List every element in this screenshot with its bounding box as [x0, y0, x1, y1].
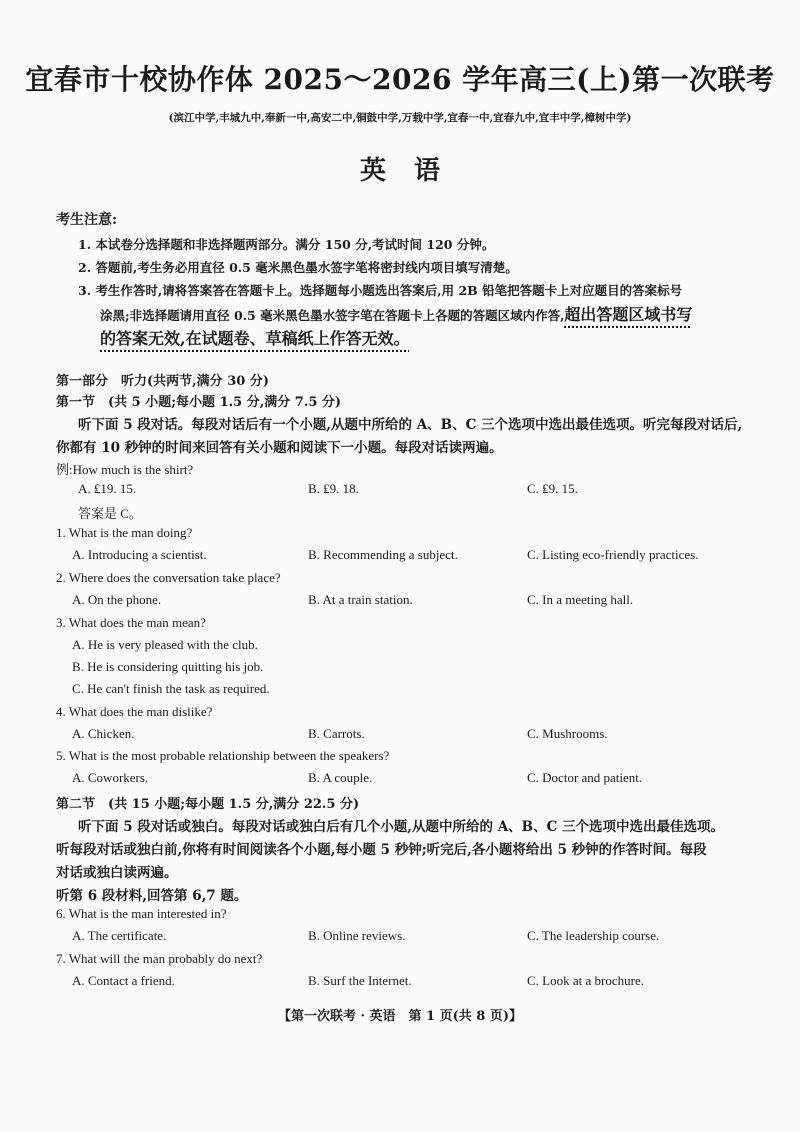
question-3-option-c: C. He can't finish the task as required.: [72, 681, 270, 696]
section1-instructions-line-2: 你都有 10 秒钟的时间来回答有关小题和阅读下一小题。每段对话读两遍。: [56, 440, 503, 456]
exam-title: 宜春市十校协作体 2025～2026 学年高三(上)第一次联考: [25, 63, 775, 96]
question-3-option-a: A. He is very pleased with the club.: [72, 637, 258, 652]
example-option-c: C. ₤9. 15.: [527, 481, 578, 496]
page-footer: 【第一次联考 · 英语 第 1 页(共 8 页)】: [277, 1009, 523, 1024]
question-2: 2. Where does the conversation take place?: [56, 570, 281, 585]
question-6: 6. What is the man interested in?: [56, 906, 227, 921]
example-answer: 答案是 C。: [78, 506, 142, 521]
question-7-option-b: B. Surf the Internet.: [308, 973, 412, 988]
notice-emphasis-2: 的答案无效,在试题卷、草稿纸上作答无效。: [100, 329, 410, 348]
material-6-heading: 听第 6 段材料,回答第 6,7 题。: [56, 888, 248, 904]
notice-item-3-line-1: 3. 考生作答时,请将答案答在答题卡上。选择题每小题选出答案后,用 2B 铅笔把答题卡上对应题目的答案标号: [78, 283, 683, 298]
question-6-option-b: B. Online reviews.: [308, 928, 406, 943]
question-5-option-a: A. Coworkers.: [72, 770, 149, 785]
question-2-option-b: B. At a train station.: [308, 592, 413, 607]
section2-heading: 第二节 (共 15 小题;每小题 1.5 分,满分 22.5 分): [56, 797, 360, 812]
question-1-option-a: A. Introducing a scientist.: [72, 547, 207, 562]
example-option-b: B. ₤9. 18.: [308, 481, 359, 496]
question-4-option-b: B. Carrots.: [308, 726, 365, 741]
question-1-option-c: C. Listing eco-friendly practices.: [527, 547, 699, 562]
notice-emphasis-1: 超出答题区域书写: [564, 305, 693, 324]
question-7-option-c: C. Look at a brochure.: [527, 973, 644, 988]
question-6-option-c: C. The leadership course.: [527, 928, 660, 943]
section2-instructions-line-3: 对话或独白读两遍。: [56, 865, 178, 881]
question-1: 1. What is the man doing?: [56, 525, 193, 540]
question-2-option-a: A. On the phone.: [72, 592, 162, 607]
question-4: 4. What does the man dislike?: [56, 704, 213, 719]
notice-item-1: 1. 本试卷分选择题和非选择题两部分。满分 150 分,考试时间 120 分钟。: [78, 237, 495, 252]
notice-heading: 考生注意:: [56, 212, 118, 228]
notice-item-3-text: 涂黑;非选择题请用直径 0.5 毫米黑色墨水签字笔在答题卡上各题的答题区域内作答,: [100, 308, 565, 323]
question-2-option-c: C. In a meeting hall.: [527, 592, 634, 607]
section1-heading: 第一节 (共 5 小题;每小题 1.5 分,满分 7.5 分): [56, 395, 342, 410]
part1-heading: 第一部分 听力(共两节,满分 30 分): [56, 374, 269, 389]
question-7-option-a: A. Contact a friend.: [72, 973, 175, 988]
notice-item-3-line-2: [100, 302, 692, 325]
question-1-option-b: B. Recommending a subject.: [308, 547, 458, 562]
section2-instructions-line-2: 听每段对话或独白前,你将有时间阅读各个小题,每小题 5 秒钟;听完后,各小题将给出 5 秒钟的作答时间。每段: [56, 842, 707, 858]
question-5-option-c: C. Doctor and patient.: [527, 770, 643, 785]
example-option-a: A. ₤19. 15.: [78, 481, 137, 496]
subject-title: 英语: [359, 156, 468, 186]
question-3-option-b: B. He is considering quitting his job.: [72, 659, 264, 674]
question-4-option-c: C. Mushrooms.: [527, 726, 608, 741]
question-4-option-a: A. Chicken.: [72, 726, 135, 741]
school-list: (滨江中学,丰城九中,奉新一中,高安二中,铜鼓中学,万载中学,宜春一中,宜春九中,宜丰中学,樟树中学): [168, 112, 632, 124]
question-5-option-b: B. A couple.: [308, 770, 373, 785]
example-question: 例:How much is the shirt?: [56, 462, 194, 477]
section2-instructions-line-1: 听下面 5 段对话或独白。每段对话或独白后有几个小题,从题中所给的 A、B、C 三个选项中选出最佳选项。: [78, 819, 725, 835]
question-6-option-a: A. The certificate.: [72, 928, 167, 943]
notice-item-2: 2. 答题前,考生务必用直径 0.5 毫米黑色墨水签字笔将密封线内项目填写清楚。: [78, 260, 518, 275]
question-7: 7. What will the man probably do next?: [56, 951, 263, 966]
question-5: 5. What is the most probable relationship between the speakers?: [56, 748, 390, 763]
question-3: 3. What does the man mean?: [56, 615, 206, 630]
section1-instructions-line-1: 听下面 5 段对话。每段对话后有一个小题,从题中所给的 A、B、C 三个选项中选出最佳选项。听完每段对话后,: [78, 417, 743, 433]
